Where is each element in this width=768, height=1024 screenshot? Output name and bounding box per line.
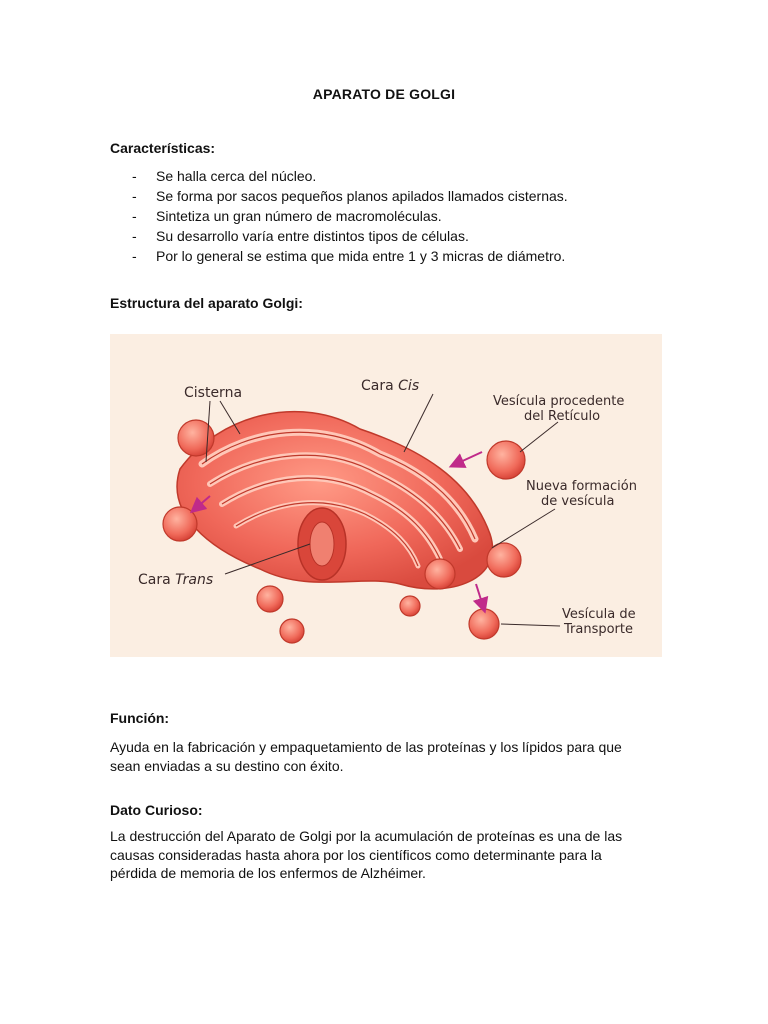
list-item-text: Por lo general se estima que mida entre 1 y 3 micras de diámetro. (156, 248, 566, 264)
list-item (110, 166, 568, 186)
label-vesicula-reticulo-2: del Retículo (524, 409, 601, 424)
list-item-text: Se forma por sacos pequeños planos apilados llamados cisternas. (156, 188, 568, 204)
list-item-text: Su desarrollo varía entre distintos tipos de células. (156, 228, 469, 244)
arrow-icon (476, 584, 483, 606)
list-bullet: - (132, 188, 137, 204)
list-item (110, 226, 568, 246)
list-bullet: - (132, 208, 137, 224)
label-nueva-formacion-2: de vesícula (541, 494, 615, 509)
vesicle (280, 619, 304, 643)
reticulum-vesicle (487, 441, 525, 479)
label-vesicula-reticulo-1: Vesícula procedente (493, 394, 625, 409)
vesicle (163, 507, 197, 541)
transport-vesicle (469, 609, 499, 639)
list-item (110, 246, 568, 266)
function-text: Ayuda en la fabricación y empaquetamiento de las proteínas y los lípidos para que sean enviadas a su destino con éxito. (110, 739, 622, 774)
vesicle (425, 559, 455, 589)
fun-fact-text: La destrucción del Aparato de Golgi por la acumulación de proteínas es una de las causas consideradas hasta ahora por los científicos como determinante para la pérdida de memoria de los enfermos de Alzhéimer. (110, 828, 623, 881)
label-vesicula-transporte-2: Transporte (564, 622, 633, 637)
golgi-diagram (110, 334, 662, 657)
list-item (110, 186, 568, 206)
function-heading: Función: (110, 710, 170, 726)
list-bullet: - (132, 228, 137, 244)
golgi-illustration (110, 334, 662, 657)
list-item-text: Se halla cerca del núcleo. (156, 168, 317, 184)
vesicle (257, 586, 283, 612)
list-bullet: - (132, 168, 137, 184)
arrow-icon (456, 452, 482, 464)
list-bullet: - (132, 248, 137, 264)
document-title: APARATO DE GOLGI (312, 86, 456, 102)
list-item-text: Sintetiza un gran número de macromoléculas. (156, 208, 442, 224)
label-vesicula-transporte-1: Vesícula de (562, 607, 636, 622)
label-nueva-formacion-1: Nueva formación (526, 479, 637, 494)
vesicle (400, 596, 420, 616)
list-item (110, 206, 568, 226)
fun-fact-heading: Dato Curioso: (110, 802, 203, 818)
characteristics-heading: Características: (110, 140, 216, 156)
label-cara-cis: Cara Cis (361, 378, 420, 394)
label-cisterna: Cisterna (184, 385, 243, 401)
structure-heading: Estructura del aparato Golgi: (110, 295, 303, 311)
characteristics-list (110, 166, 568, 266)
label-cara-trans: Cara Trans (138, 572, 214, 588)
